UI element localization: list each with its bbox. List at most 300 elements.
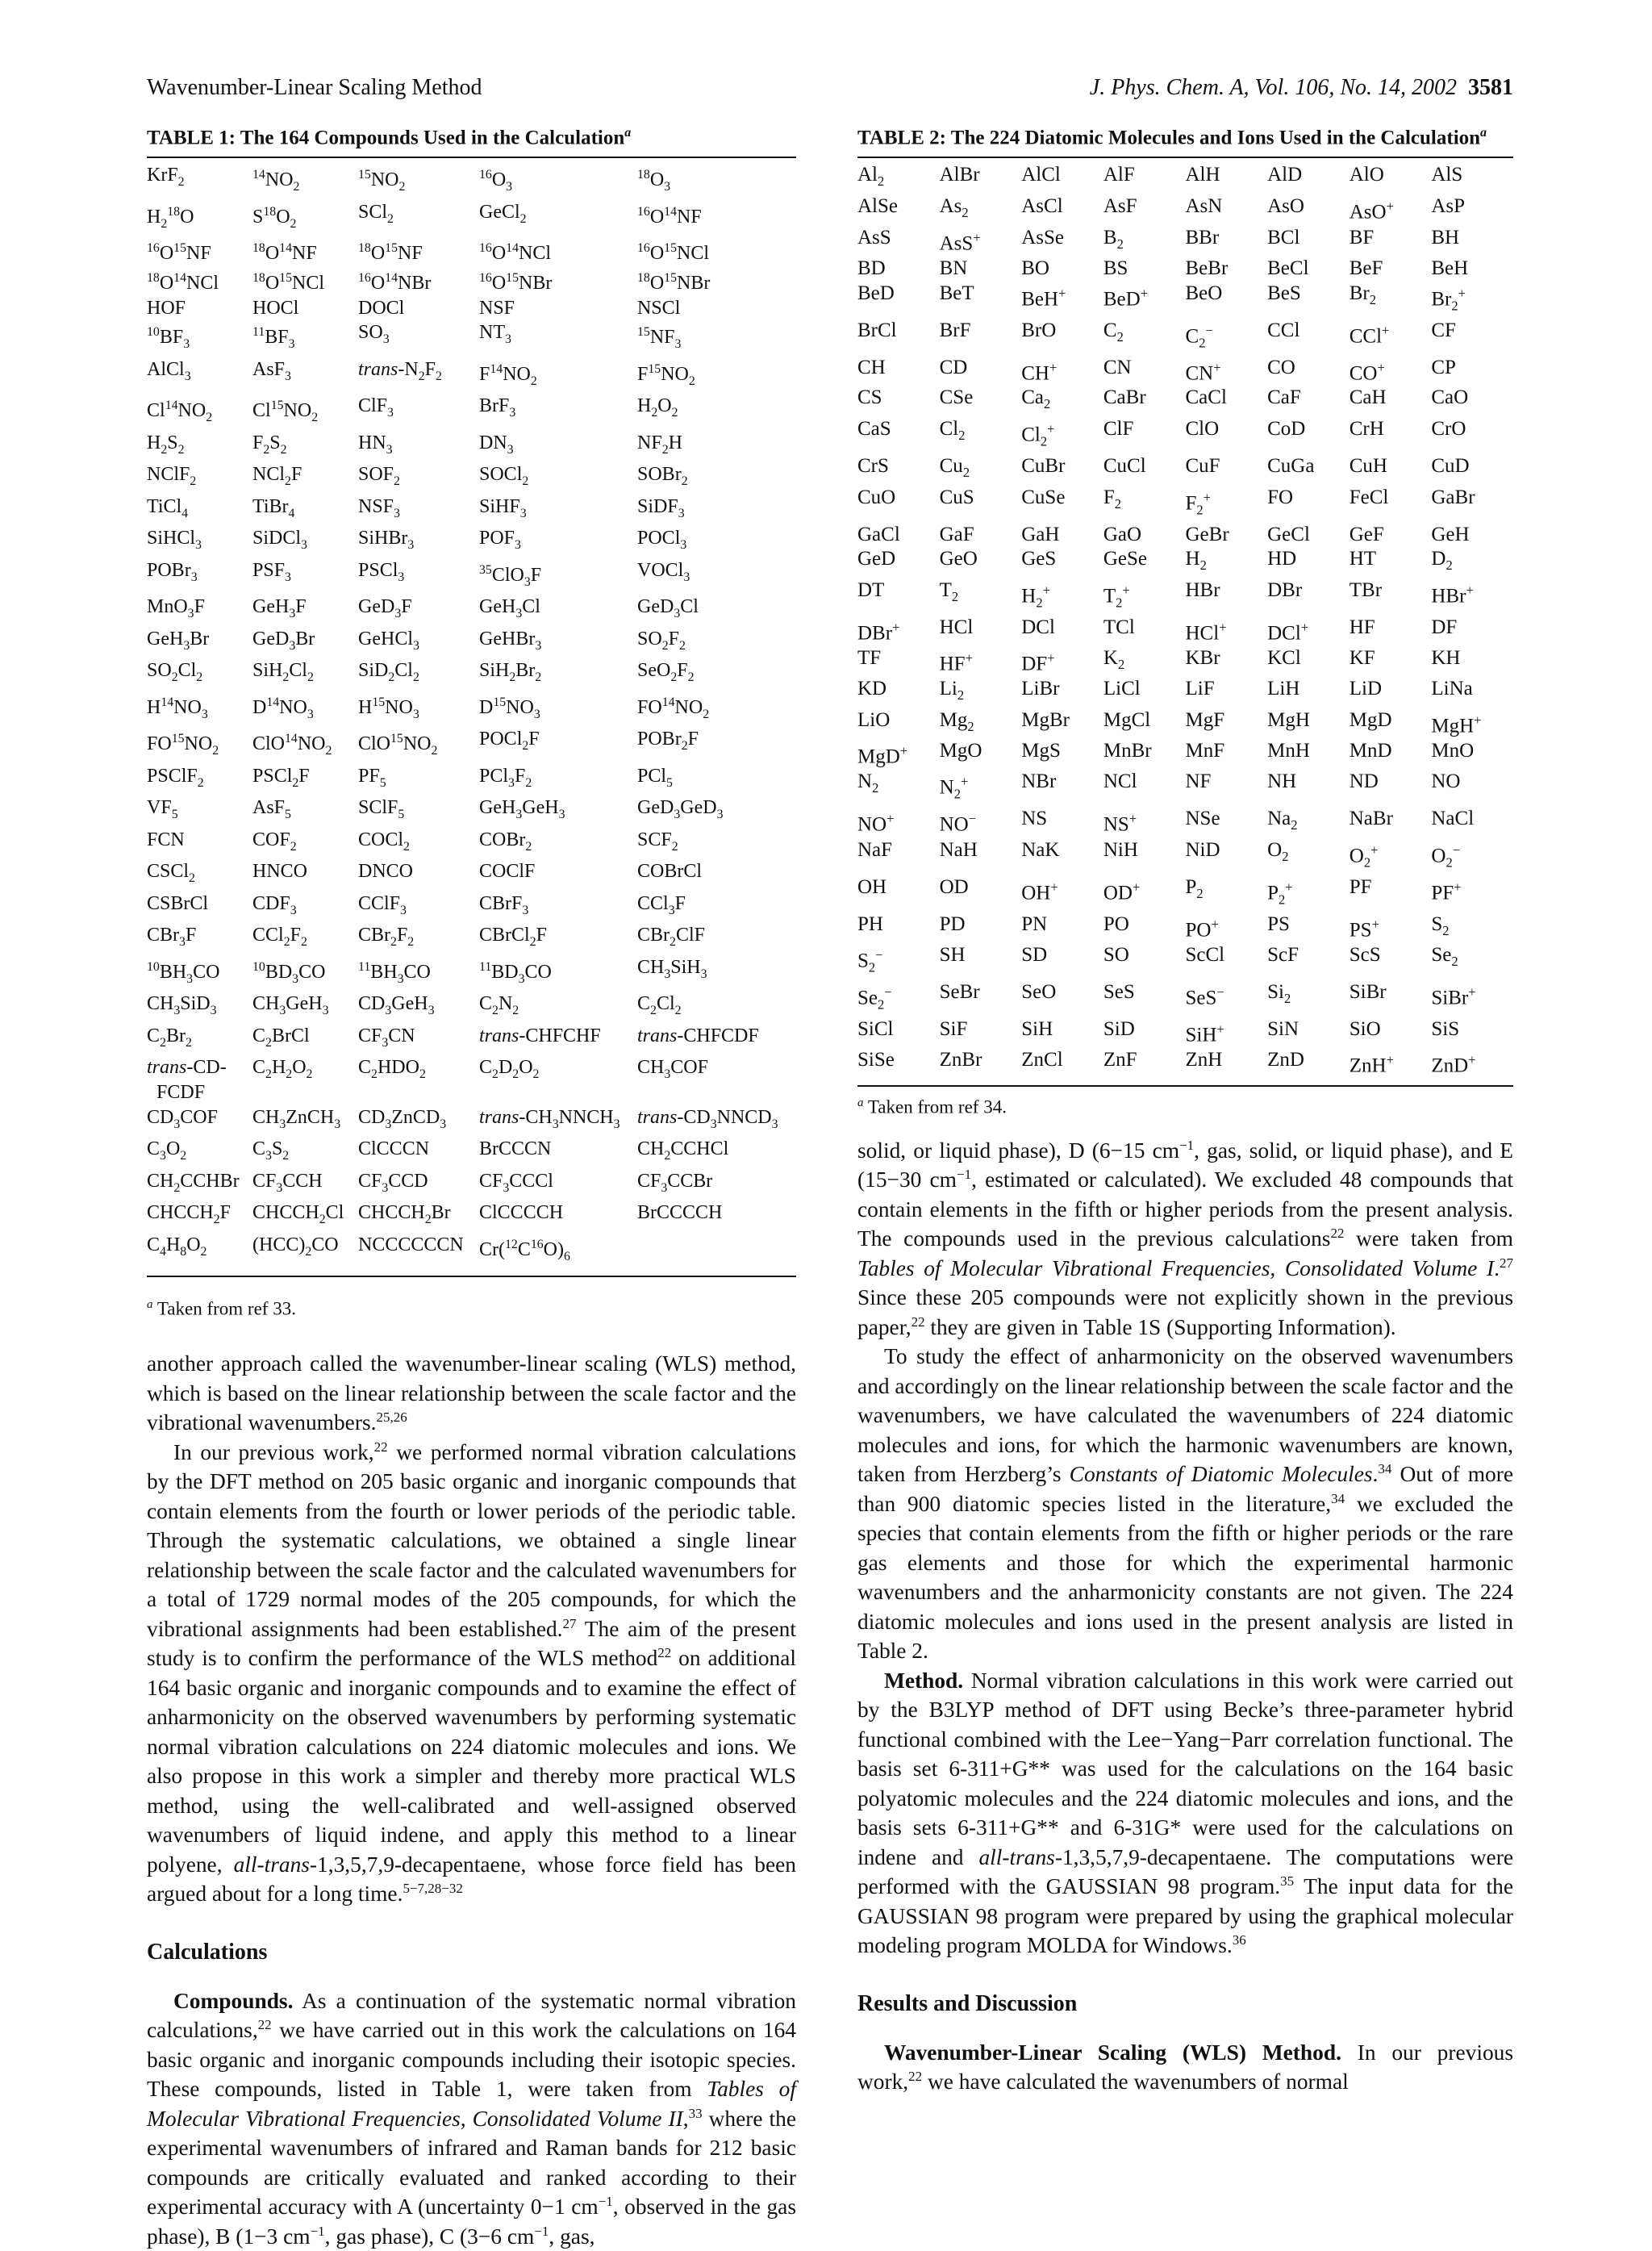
table-2-cell: BeH xyxy=(1431,257,1513,282)
table-2-cell: SO xyxy=(1103,943,1186,980)
table-2-cell: AsF xyxy=(1103,194,1186,226)
table-1-cell: $H_2^{18}O$ xyxy=(147,200,252,237)
table-1-cell: $C_2BrCl$ xyxy=(252,1024,358,1056)
table-1-cell: trans-CD- FCDF xyxy=(147,1055,252,1105)
table-2-cell: BeF xyxy=(1350,257,1432,282)
table-1-cell: $C_2H_2O_2$ xyxy=(252,1055,358,1105)
table-2-cell: ZnH xyxy=(1186,1048,1268,1079)
table-2-cell: $B_2$ xyxy=(1103,226,1186,257)
table-1-cell: $^{16}O^{14}NBr$ xyxy=(358,266,479,296)
table-2-cell: KF xyxy=(1350,646,1432,678)
table-2-cell: ZnD xyxy=(1267,1048,1350,1079)
table-2-cell: CP xyxy=(1431,356,1513,386)
table-2-cell: AsS+ xyxy=(940,226,1022,257)
table-1-cell xyxy=(637,1233,796,1270)
table-2-cell: GeBr xyxy=(1186,523,1268,548)
table-2-cell: BeH+ xyxy=(1021,282,1103,319)
table-2-cell: BN xyxy=(940,257,1022,282)
table-2-cell: CaO xyxy=(1431,386,1513,417)
table-1-cell: $F^{15}NO_2$ xyxy=(637,357,796,395)
table-2-cell: SiS xyxy=(1431,1017,1513,1048)
table-1-cell: $H_2S_2$ xyxy=(147,431,252,463)
table-2-cell: NaK xyxy=(1021,838,1103,875)
table-2-cell: PN xyxy=(1021,913,1103,944)
table-2-cell: MgH+ xyxy=(1431,708,1513,740)
table-2-cell: $C_2$ xyxy=(1103,319,1186,356)
table-2-cell: $F_2^+$ xyxy=(1186,486,1268,523)
table-1-cell: $SCF_2$ xyxy=(637,828,796,860)
table-2-cell: LiBr xyxy=(1021,677,1103,708)
table-1-cell: POCl$_2$F xyxy=(479,727,637,764)
table-2-cell: ND xyxy=(1350,770,1432,807)
table-2-cell: BrF xyxy=(940,319,1022,356)
table-1-cell: $FO^{14}NO_2$ xyxy=(637,691,796,728)
table-2-cell: CaBr xyxy=(1103,386,1186,417)
table-1-cell: $F_2S_2$ xyxy=(252,431,358,463)
table-2-cell: SeO xyxy=(1021,980,1103,1017)
table-2-cell: GeO xyxy=(940,547,1022,578)
table-1-cell: HNCO xyxy=(252,859,358,892)
table-2-cell: PF xyxy=(1350,875,1432,913)
table-2-cell: MgH xyxy=(1267,708,1350,740)
table-1-cell: $CF_3CCBr$ xyxy=(637,1169,796,1201)
table-2-cell: HD xyxy=(1267,547,1350,578)
table-2-cell: SiSe xyxy=(857,1048,940,1079)
table-1-cell: $CH_3ZnCH_3$ xyxy=(252,1105,358,1138)
table-1-cell: $H_2O_2$ xyxy=(637,394,796,431)
table-2-cell: BBr xyxy=(1186,226,1268,257)
table-2-cell: NaF xyxy=(857,838,940,875)
table-1-cell: SiHCl$_3$ xyxy=(147,526,252,558)
table-2-cell: MgCl xyxy=(1103,708,1186,740)
table-2-cell: GaCl xyxy=(857,523,940,548)
table-1-cell: $SOF_2$ xyxy=(358,462,479,495)
table-2-cell: $K_2$ xyxy=(1103,646,1186,678)
table-2-cell: AlBr xyxy=(940,163,1022,194)
table-1 xyxy=(147,121,796,1320)
table-1-cell: $^{11}BF_3$ xyxy=(252,320,358,357)
table-2-cell: PS+ xyxy=(1350,913,1432,944)
table-1-footnote-mark: a xyxy=(147,1298,153,1311)
table-1-cell: TiCl$_4$ xyxy=(147,495,252,527)
table-2-cell: $Br_2$ xyxy=(1350,282,1432,319)
table-2-cell: NS+ xyxy=(1103,807,1186,838)
page-number: 3581 xyxy=(1468,75,1513,100)
table-2-cell: SeS xyxy=(1103,980,1186,1017)
table-1-cell: POBr$_2$F xyxy=(637,727,796,764)
table-1-cell: $CH_2CCHBr$ xyxy=(147,1169,252,1201)
table-2-cell: HCl xyxy=(940,616,1022,646)
table-1-cell: NClF$_2$ xyxy=(147,462,252,495)
table-2-cell: BeBr xyxy=(1186,257,1268,282)
table-2-cell: MgS xyxy=(1021,739,1103,770)
table-1-cell: $HN_3$ xyxy=(358,431,479,463)
table-2-cell: AlF xyxy=(1103,163,1186,194)
table-1-cell: $CH_3GeH_3$ xyxy=(252,992,358,1024)
table-2-cell: BeS xyxy=(1267,282,1350,319)
table-2-cell: BH xyxy=(1431,226,1513,257)
table-1-cell: $CHCCH_2Br$ xyxy=(358,1201,479,1233)
table-1-footnote-text: Taken from ref 33. xyxy=(157,1299,296,1319)
table-1-cell: COClF xyxy=(479,859,637,892)
runin-wls: Wavenumber-Linear Scaling (WLS) Method. xyxy=(884,2040,1341,2065)
table-2-cell: BD xyxy=(857,257,940,282)
running-title: Wavenumber-Linear Scaling Method xyxy=(147,69,482,106)
table-2-cell: NaH xyxy=(940,838,1022,875)
table-2-cell: SeS− xyxy=(1186,980,1268,1017)
table-2-cell: ZnF xyxy=(1103,1048,1186,1079)
table-1-cell: HOF xyxy=(147,296,252,321)
table-1-cell: $^{18}O_3$ xyxy=(637,163,796,200)
journal-ref: J. Phys. Chem. A, Vol. 106, No. 14, 2002 xyxy=(1090,75,1457,100)
table-2-cell: GeH xyxy=(1431,523,1513,548)
paragraph-compounds-body: As a continuation of the systematic normal vibration calculations,$^{22}$ we have carried out in this work the calculations on 164 basic organic and inorganic compounds including their isotopic species. These compounds, listed in Table 1, were taken from Tables of Molecular Vibrational Frequencies, Consolidated Volume II,$^{33}$ where the experimental wavenumbers of infrared and Raman bands for 212 basic compounds are critically evaluated and ranked according to their experimental accuracy with A (uncertainty 0−1 $cm^{-1}$, observed in the gas phase), B (1−3 $cm^{-1}$, gas phase), C (3−6 $cm^{-1}$, gas, xyxy=(147,1989,796,2249)
table-2-cell: GeSe xyxy=(1103,547,1186,578)
table-2-cell: $O_2$ xyxy=(1267,838,1350,875)
table-1-cell: SiDF$_3$ xyxy=(637,495,796,527)
table-2-cell: CF xyxy=(1431,319,1513,356)
table-2-cell: CH+ xyxy=(1021,356,1103,386)
table-2-cell: MnO xyxy=(1431,739,1513,770)
table-2-cell: MgD xyxy=(1350,708,1432,740)
table-2-cell: NF xyxy=(1186,770,1268,807)
table-2-cell: NCl xyxy=(1103,770,1186,807)
table-2-cell: GeCl xyxy=(1267,523,1350,548)
table-1-cell: GeHCl$_3$ xyxy=(358,627,479,659)
table-1-cell: $CBr_2F_2$ xyxy=(358,923,479,955)
table-1-cell: NSF xyxy=(479,296,637,321)
table-2-cell: MgF xyxy=(1186,708,1268,740)
table-2-cell: GaBr xyxy=(1431,486,1513,523)
table-1-cell: AsF$_3$ xyxy=(252,357,358,395)
table-2-cell: CaCl xyxy=(1186,386,1268,417)
table-1-cell: trans-$CD_3NNCD_3$ xyxy=(637,1105,796,1138)
table-2-cell: PO xyxy=(1103,913,1186,944)
table-2-cell: NO xyxy=(1431,770,1513,807)
table-1-cell: $H^{15}NO_3$ xyxy=(358,691,479,728)
table-2-cell: SiO xyxy=(1350,1017,1432,1048)
table-2-cell: $O_2^-$ xyxy=(1431,838,1513,875)
table-2-cell: CN xyxy=(1103,356,1186,386)
table-2-cell: AlS xyxy=(1431,163,1513,194)
table-2-footnote-mark: a xyxy=(857,1096,864,1109)
table-2-cell: MnH xyxy=(1267,739,1350,770)
table-2-cell: TBr xyxy=(1350,578,1432,616)
table-1-cell: POBr$_3$ xyxy=(147,558,252,595)
table-1-cell: $ClO^{14}NO_2$ xyxy=(252,727,358,764)
table-1-cell: MnO$_3$F xyxy=(147,595,252,627)
table-1-cell: AlCl$_3$ xyxy=(147,357,252,395)
table-2-cell: $Cl_2^+$ xyxy=(1021,417,1103,454)
table-1-cell: $^{16}O^{15}NF$ xyxy=(147,236,252,266)
table-1-cell: $^{10}BF_3$ xyxy=(147,320,252,357)
table-1-cell: $S^{18}O_2$ xyxy=(252,200,358,237)
table-1-cell: $C_2Cl_2$ xyxy=(637,992,796,1024)
table-2-cell: NaBr xyxy=(1350,807,1432,838)
table-2-caption-text: TABLE 2: The 224 Diatomic Molecules and Ions Used in the Calculation xyxy=(857,127,1480,148)
table-2-cell: AsO+ xyxy=(1350,194,1432,226)
table-2-cell: HCl+ xyxy=(1186,616,1268,646)
table-2-cell: GaF xyxy=(940,523,1022,548)
table-1-cell: $NT_3$ xyxy=(479,320,637,357)
table-2-cell: CSe xyxy=(940,386,1022,417)
table-2-cell: HBr xyxy=(1186,578,1268,616)
table-1-cell: $POF_3$ xyxy=(479,526,637,558)
table-2-cell: $T_2^+$ xyxy=(1103,578,1186,616)
table-1-cell: $^{16}O^{15}NBr$ xyxy=(479,266,637,296)
table-2-cell: $C_2^-$ xyxy=(1186,319,1268,356)
table-2-cell: MgD+ xyxy=(857,739,940,770)
table-1-cell: $C_3S_2$ xyxy=(252,1137,358,1169)
table-2-cell: GeD xyxy=(857,547,940,578)
table-2-footnote-text: Taken from ref 34. xyxy=(868,1097,1007,1117)
table-1-cell: $CDF_3$ xyxy=(252,892,358,924)
table-1-cell: $^{15}NO_2$ xyxy=(358,163,479,200)
table-1-cell: $COF_2$ xyxy=(252,828,358,860)
table-1-caption-mark: a xyxy=(624,126,631,140)
table-2-cell: SiF xyxy=(940,1017,1022,1048)
paragraph-wls xyxy=(857,2038,1513,2097)
table-2-cell: $Br_2^+$ xyxy=(1431,282,1513,319)
table-2-cell: BeO xyxy=(1186,282,1268,319)
table-1-cell: PSCl$_2$F xyxy=(252,764,358,796)
table-2-cell: PD xyxy=(940,913,1022,944)
table-2-cell: $Li_2$ xyxy=(940,677,1022,708)
table-2-cell: DCl+ xyxy=(1267,616,1350,646)
table-2-cell: $Al_2$ xyxy=(857,163,940,194)
table-1-cell: BrCCCN xyxy=(479,1137,637,1169)
table-2-cell: ScS xyxy=(1350,943,1432,980)
table-2-cell: CO xyxy=(1267,356,1350,386)
table-1-cell: HOCl xyxy=(252,296,358,321)
table-1-cell: $SO_3$ xyxy=(358,320,479,357)
table-2-cell: LiD xyxy=(1350,677,1432,708)
table-1-cell: $^{10}BD_3CO$ xyxy=(252,955,358,992)
table-2-cell: AlSe xyxy=(857,194,940,226)
table-1-cell: $D^{15}NO_3$ xyxy=(479,691,637,728)
table-1-cell: $SiH_2Br_2$ xyxy=(479,658,637,691)
table-1-cell: SiHF$_3$ xyxy=(479,495,637,527)
table-1-cell: $CF_3CCH$ xyxy=(252,1169,358,1201)
table-2-cell: GaH xyxy=(1021,523,1103,548)
table-2-cell: AsP xyxy=(1431,194,1513,226)
table-2-cell: MnF xyxy=(1186,739,1268,770)
table-1-cell: $^{35}$ClO$_3$F xyxy=(479,558,637,595)
table-1-cell: CBr$_2$ClF xyxy=(637,923,796,955)
table-2-footnote xyxy=(857,1096,1513,1118)
table-2-cell: ZnCl xyxy=(1021,1048,1103,1079)
table-2-cell: AlCl xyxy=(1021,163,1103,194)
table-2-cell: $N_2$ xyxy=(857,770,940,807)
table-1-grid xyxy=(147,163,796,1269)
table-2-cell: BeD xyxy=(857,282,940,319)
table-2-cell: CCl xyxy=(1267,319,1350,356)
table-2-grid xyxy=(857,163,1513,1079)
table-2-cell: CuF xyxy=(1186,454,1268,486)
table-1-cell: POCl$_3$ xyxy=(637,526,796,558)
table-2-cell: LiH xyxy=(1267,677,1350,708)
table-1-cell: $CHCCH_2Cl$ xyxy=(252,1201,358,1233)
table-2-cell: SiH+ xyxy=(1186,1017,1268,1048)
table-2-cell: $S_2$ xyxy=(1431,913,1513,944)
table-2-cell: AsSe xyxy=(1021,226,1103,257)
paragraph-anharmonicity: To study the effect of anharmonicity on the observed wavenumbers and accordingly on the linear relationship between the scale factor and the wavenumbers, we have calculated the wavenumbers of 224 diatomic molecules and ions, for which the harmonic wavenumbers are known, taken from Herzberg’s Constants of Diatomic Molecules.$^{34}$ Out of more than 900 diatomic species listed in the literature,$^{34}$ we excluded the species that contain elements from the fifth or higher periods or the rare gas elements and those for which the experimental harmonic wavenumbers and the anharmonicity constants are not given. The 224 diatomic molecules and ions used in the present analysis are listed in Table 2. xyxy=(857,1342,1513,1666)
table-2-cell: ScF xyxy=(1267,943,1350,980)
table-2-cell: AlD xyxy=(1267,163,1350,194)
table-2-cell: SiD xyxy=(1103,1017,1186,1048)
table-1-cell: DOCl xyxy=(358,296,479,321)
table-2-cell: LiF xyxy=(1186,677,1268,708)
table-2-cell: DBr+ xyxy=(857,616,940,646)
table-1-cell: GeD$_3$F xyxy=(358,595,479,627)
table-2-cell: $H_2$ xyxy=(1186,547,1268,578)
table-2-cell: $Na_2$ xyxy=(1267,807,1350,838)
table-1-cell: ClCCCN xyxy=(358,1137,479,1169)
table-2-cell: DCl xyxy=(1021,616,1103,646)
table-1-cell: $C_4H_8O_2$ xyxy=(147,1233,252,1270)
table-2-cell: HT xyxy=(1350,547,1432,578)
table-2-cell: NO− xyxy=(940,807,1022,838)
table-1-cell: $PSF_3$ xyxy=(252,558,358,595)
table-2-cell: SiBr+ xyxy=(1431,980,1513,1017)
table-1-caption xyxy=(147,121,796,158)
table-2-cell: $Ca_2$ xyxy=(1021,386,1103,417)
paragraph-wls-body: In our previous work,$^{22}$ we have calculated the wavenumbers of normal xyxy=(857,2040,1513,2094)
table-1-cell: SOCl$_2$ xyxy=(479,462,637,495)
table-2-cell: MnD xyxy=(1350,739,1432,770)
table-1-cell: $F^{14}NO_2$ xyxy=(479,357,637,395)
table-2-cell: CuD xyxy=(1431,454,1513,486)
table-2-cell: AsS xyxy=(857,226,940,257)
table-2-cell: $S_2^-$ xyxy=(857,943,940,980)
table-1-cell: $CD_3COF$ xyxy=(147,1105,252,1138)
table-2-cell: CrO xyxy=(1431,417,1513,454)
table-1-cell: CBr$_3$F xyxy=(147,923,252,955)
table-2-cell: AlH xyxy=(1186,163,1268,194)
table-2-cell: BCl xyxy=(1267,226,1350,257)
table-2-cell: CD xyxy=(940,356,1022,386)
table-2-cell: CS xyxy=(857,386,940,417)
table-1-cell: $^{14}NO_2$ xyxy=(252,163,358,200)
table-2-cell: CuS xyxy=(940,486,1022,523)
table-2-cell: SH xyxy=(940,943,1022,980)
table-2-cell: MgO xyxy=(940,739,1022,770)
table-2-cell: OD+ xyxy=(1103,875,1186,913)
table-1-cell: SOBr$_2$ xyxy=(637,462,796,495)
table-1-cell: $C_2N_2$ xyxy=(479,992,637,1024)
table-1-cell: $C_2D_2O_2$ xyxy=(479,1055,637,1105)
table-2-cell: NiH xyxy=(1103,838,1186,875)
table-2-cell: DT xyxy=(857,578,940,616)
table-1-cell: $^{18}O^{15}NCl$ xyxy=(252,266,358,296)
table-2-cell: OH+ xyxy=(1021,875,1103,913)
table-2-cell: $P_2^+$ xyxy=(1267,875,1350,913)
table-1-cell: $CH_3COF$ xyxy=(637,1055,796,1105)
right-column xyxy=(857,121,1513,2097)
table-2-cell: PS xyxy=(1267,913,1350,944)
table-1-cell: $Cl^{14}NO_2$ xyxy=(147,394,252,431)
table-2-cell: NSe xyxy=(1186,807,1268,838)
table-2-cell: HBr+ xyxy=(1431,578,1513,616)
table-1-cell: DNCO xyxy=(358,859,479,892)
table-2-cell: ClO xyxy=(1186,417,1268,454)
table-1-cell: $H^{14}NO_3$ xyxy=(147,691,252,728)
table-2-cell: BF xyxy=(1350,226,1432,257)
table-2-cell: NiD xyxy=(1186,838,1268,875)
table-2-cell: $H_2^+$ xyxy=(1021,578,1103,616)
table-2-cell: GeS xyxy=(1021,547,1103,578)
table-2-cell: ScCl xyxy=(1186,943,1268,980)
table-2-cell: NaCl xyxy=(1431,807,1513,838)
table-1-caption-text: TABLE 1: The 164 Compounds Used in the Calculation xyxy=(147,127,624,148)
section-heading-calculations: Calculations xyxy=(147,1940,796,1965)
table-1-cell: $(HCC)_2CO$ xyxy=(252,1233,358,1270)
table-2-cell: KD xyxy=(857,677,940,708)
table-2-cell: GaO xyxy=(1103,523,1186,548)
table-2-cell: PF+ xyxy=(1431,875,1513,913)
table-2-cell: MgBr xyxy=(1021,708,1103,740)
table-1-cell: SiDCl$_3$ xyxy=(252,526,358,558)
table-1-cell: $^{15}NF_3$ xyxy=(637,320,796,357)
table-1-cell: GeD$_3$GeD$_3$ xyxy=(637,796,796,828)
table-2-cell: HF+ xyxy=(940,646,1022,678)
table-2-cell: DF+ xyxy=(1021,646,1103,678)
table-2-cell: CoD xyxy=(1267,417,1350,454)
table-2-cell: $As_2$ xyxy=(940,194,1022,226)
table-2-cell: GeF xyxy=(1350,523,1432,548)
table-2-cell: PO+ xyxy=(1186,913,1268,944)
table-1-cell: $CH_2CCHCl$ xyxy=(637,1137,796,1169)
table-2 xyxy=(857,121,1513,1118)
table-2-cell: DF xyxy=(1431,616,1513,646)
runin-method: Method. xyxy=(884,1668,963,1693)
table-1-cell: $^{11}BD_3CO$ xyxy=(479,955,637,992)
table-2-cell: ZnD+ xyxy=(1431,1048,1513,1079)
table-2-cell: CaF xyxy=(1267,386,1350,417)
table-2-cell: BS xyxy=(1103,257,1186,282)
running-header xyxy=(147,69,1513,106)
table-1-cell: PCl$_5$ xyxy=(637,764,796,796)
table-1-cell: SCl$_2$ xyxy=(358,200,479,237)
table-2-cell: SeBr xyxy=(940,980,1022,1017)
table-1-cell: NCl$_2$F xyxy=(252,462,358,495)
table-2-cell: ZnBr xyxy=(940,1048,1022,1079)
table-1-cell: $CF_3CCD$ xyxy=(358,1169,479,1201)
table-1-cell: COBrCl xyxy=(637,859,796,892)
table-2-cell: ClF xyxy=(1103,417,1186,454)
paragraph-previous-work: In our previous work,$^{22}$ we performed normal vibration calculations by the DFT method on 205 basic organic and inorganic compounds that contain elements from the fourth or lower periods of the periodic table. Through the systematic calculations, we obtained a single linear relationship between the scale factor and the calculated wavenumbers for a total of 1729 normal modes of the 205 compounds, for which the vibrational assignments had been established.$^{27}$ The aim of the present study is to confirm the performance of the WLS method$^{22}$ on additional 164 basic organic and inorganic compounds and to examine the effect of anharmonicity on the observed wavenumbers by performing systematic normal vibration calculations on 224 diatomic molecules and ions. We also propose in this work a simpler and thereby more practical WLS method, using the well-calibrated and well-assigned observed wavenumbers of liquid indene, and apply this method to a linear polyene, all-trans-1,3,5,7,9-decapentaene, whose force field has been argued about for a long time.$^{5-7,28-32}$ xyxy=(147,1438,796,1909)
table-1-cell: $^{16}O^{14}NCl$ xyxy=(479,236,637,266)
table-2-cell: CrH xyxy=(1350,417,1432,454)
table-1-cell: SiHBr$_3$ xyxy=(358,526,479,558)
table-1-cell: $CD_3GeH_3$ xyxy=(358,992,479,1024)
table-2-cell: HF xyxy=(1350,616,1432,646)
table-2-cell: CrS xyxy=(857,454,940,486)
table-1-cell: $VF_5$ xyxy=(147,796,252,828)
table-1-cell: $^{18}O^{14}NCl$ xyxy=(147,266,252,296)
table-2-cell: $Se_2^-$ xyxy=(857,980,940,1017)
table-1-cell: $CD_3ZnCD_3$ xyxy=(358,1105,479,1138)
table-1-cell: CBrCl$_2$F xyxy=(479,923,637,955)
table-1-cell: trans-CHFCHF xyxy=(479,1024,637,1056)
table-2-cell: BO xyxy=(1021,257,1103,282)
table-1-cell: FCN xyxy=(147,828,252,860)
table-2-cell: OD xyxy=(940,875,1022,913)
table-2-cell: FeCl xyxy=(1350,486,1432,523)
table-1-cell: PSCl$_3$ xyxy=(358,558,479,595)
table-1-cell: $^{11}BH_3CO$ xyxy=(358,955,479,992)
table-2-cell: $Cu_2$ xyxy=(940,454,1022,486)
